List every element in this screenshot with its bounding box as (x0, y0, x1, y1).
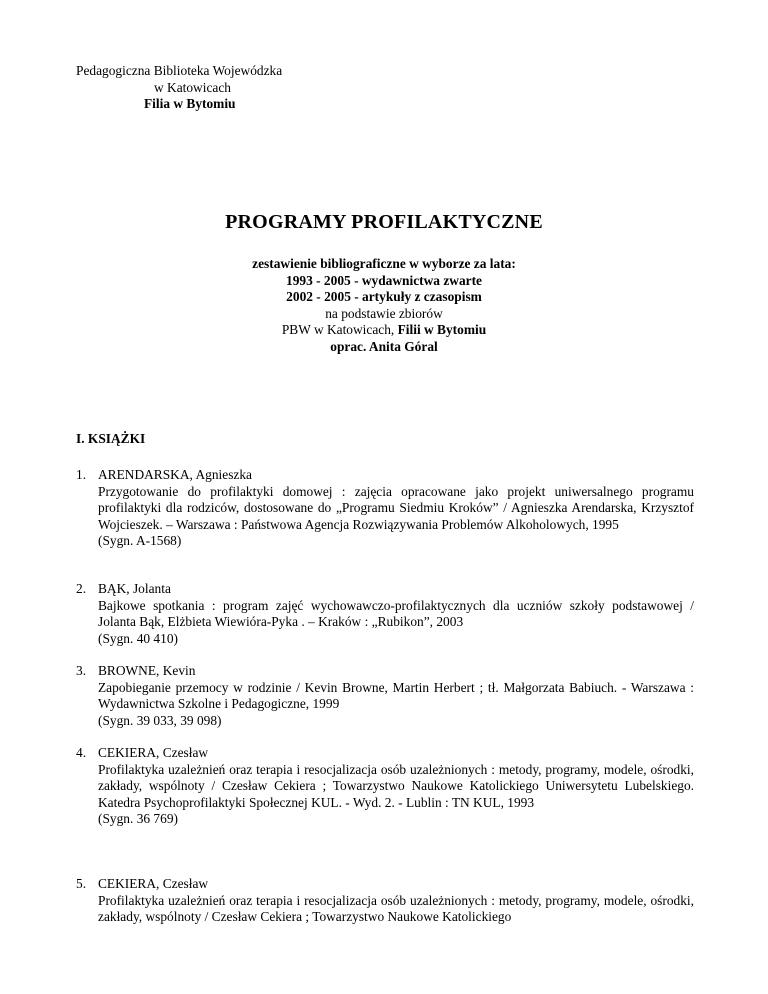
entry-description: Profilaktyka uzależnień oraz terapia i resocjalizacja osób uzależnionych : metody, programy, modele, ośrodki, zakłady, wspólnoty / Czesław Cekiera ; Towarzystwo Naukowe Katolickiego (98, 892, 694, 924)
entry-number: 4. (76, 745, 87, 760)
subtitle-line-6: oprac. Anita Góral (330, 338, 438, 354)
subtitle-line-3: 2002 - 2005 - artykuły z czasopism (286, 289, 482, 304)
entry-signature: (Sygn. 39 033, 39 098) (98, 712, 222, 728)
subtitle-line-1: zestawienie bibliograficzne w wyborze za lata: (252, 256, 516, 271)
subtitle-line-5 (0, 322, 768, 339)
entry-author: CEKIERA, Czesław (98, 745, 209, 760)
entry-signature: (Sygn. 36 769) (98, 811, 178, 826)
library-branch: Filia w Bytomiu (144, 96, 236, 111)
entry-description: Przygotowanie do profilaktyki domowej : zajęcia opracowane jako projekt uniwersalnego programu profilaktyki dla rodziców, dostosowane do „Programu Siedmiu Kroków” / Agnieszka Arendarska, Krzysztof Wojcieszek. – Warszawa : Państwowa Agencja Rozwiązywania Problemów Alkoholowych, 1995 (98, 483, 694, 532)
library-city: w Katowicach (154, 79, 231, 95)
entry-author: CEKIERA, Czesław (98, 876, 209, 891)
entry-number: 3. (76, 663, 87, 678)
section-heading: I. KSIĄŻKI (76, 431, 146, 446)
subtitle-line-4: na podstawie zbiorów (325, 305, 443, 321)
list-item (76, 581, 694, 647)
entry-number: 1. (76, 467, 87, 482)
subtitle-line-5-prefix: PBW w Katowicach, (281, 322, 398, 337)
entry-signature: (Sygn. 40 410) (98, 630, 178, 646)
entry-description: Bajkowe spotkania : program zajęć wychowawczo-profilaktycznych dla uczniów szkoły podstawowej / Jolanta Bąk, Elżbieta Wiewióra-Pyka . – Kraków : „Rubikon”, 2003 (98, 597, 694, 629)
entry-number: 5. (76, 876, 87, 891)
library-name: Pedagogiczna Biblioteka Wojewódzka (76, 63, 283, 78)
document-title: PROGRAMY PROFILAKTYCZNE (225, 211, 543, 233)
entry-author: BROWNE, Kevin (98, 663, 196, 678)
document-subtitle (0, 256, 768, 355)
entry-author: ARENDARSKA, Agnieszka (98, 467, 252, 482)
list-item (76, 876, 694, 926)
list-item (76, 745, 694, 828)
list-item (76, 467, 694, 550)
list-item (76, 663, 694, 729)
entry-signature: (Sygn. A-1568) (98, 533, 182, 548)
entry-number: 2. (76, 581, 87, 596)
entry-description: Zapobieganie przemocy w rodzinie / Kevin Browne, Martin Herbert ; tł. Małgorzata Babiuch. - Warszawa : Wydawnictwa Szkolne i Pedagogiczne, 1999 (98, 679, 694, 711)
entry-description: Profilaktyka uzależnień oraz terapia i resocjalizacja osób uzależnionych : metody, programy, modele, ośrodki, zakłady, wspólnoty / Czesław Cekiera ; Towarzystwo Naukowe Katolickiego Uniwersytetu Lubelskiego. Katedra Psychoprofilaktyki Społecznej KUL. - Wyd. 2. - Lublin : TN KUL, 1993 (98, 761, 694, 810)
entry-author: BĄK, Jolanta (98, 581, 171, 596)
subtitle-line-2: 1993 - 2005 - wydawnictwa zwarte (286, 272, 482, 288)
subtitle-line-5-bold: Filii w Bytomiu (397, 322, 487, 337)
library-header (76, 63, 282, 113)
